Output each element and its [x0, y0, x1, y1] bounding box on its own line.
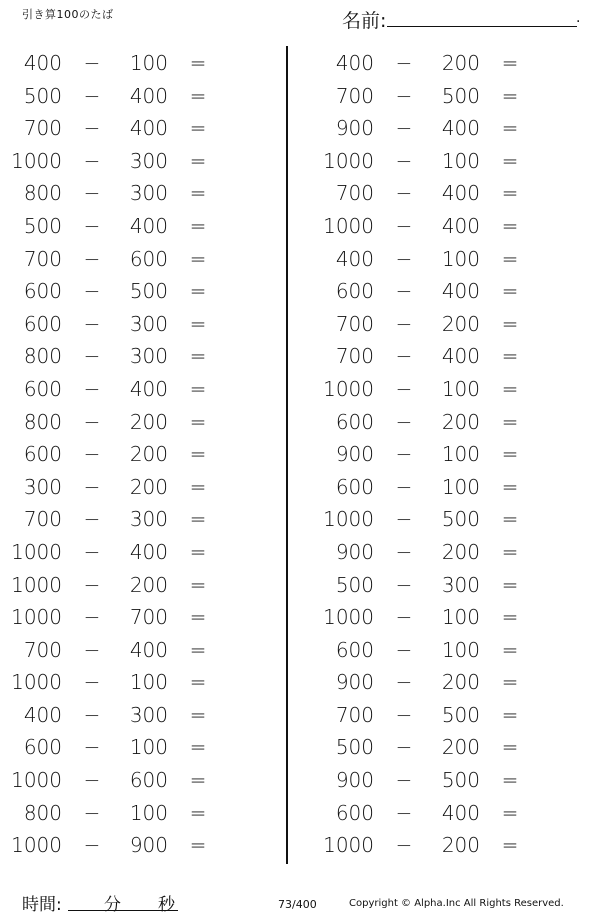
subtrahend: 500	[441, 83, 480, 108]
minus-sign: −	[395, 800, 413, 825]
equals-sign: =	[189, 213, 207, 238]
equals-sign: =	[189, 539, 207, 564]
subtrahend: 400	[441, 116, 480, 141]
minus-sign: −	[83, 51, 101, 75]
subtrahend: 900	[129, 833, 168, 858]
problem-row	[0, 731, 280, 764]
minus-sign: −	[395, 670, 413, 695]
page-number: 73/400	[278, 898, 317, 911]
minus-sign: −	[395, 246, 413, 271]
minuend: 600	[23, 279, 62, 304]
minus-sign: −	[395, 474, 413, 499]
minuend: 600	[335, 409, 374, 434]
minuend: 800	[23, 344, 62, 369]
minus-sign: −	[395, 409, 413, 434]
subtrahend: 500	[129, 279, 168, 304]
minuend: 600	[335, 279, 374, 304]
minuend: 900	[335, 768, 374, 793]
minuend: 1000	[11, 768, 62, 793]
problem-row	[0, 112, 280, 145]
subtrahend: 200	[441, 51, 480, 75]
equals-sign: =	[189, 83, 207, 108]
equals-sign: =	[501, 51, 519, 75]
problem-row	[312, 503, 592, 536]
minuend: 400	[23, 702, 62, 727]
minus-sign: −	[395, 344, 413, 369]
problem-row	[0, 80, 280, 113]
seconds-label: 秒	[158, 895, 175, 915]
minus-sign: −	[395, 833, 413, 858]
problem-row	[312, 308, 592, 341]
problem-row	[312, 275, 592, 308]
subtrahend: 200	[129, 442, 168, 467]
minus-sign: −	[83, 311, 101, 336]
subtrahend: 200	[441, 833, 480, 858]
minus-sign: −	[395, 311, 413, 336]
minus-sign: −	[395, 507, 413, 532]
minuend: 1000	[11, 670, 62, 695]
minus-sign: −	[395, 572, 413, 597]
minus-sign: −	[395, 637, 413, 662]
equals-sign: =	[501, 474, 519, 499]
equals-sign: =	[501, 539, 519, 564]
minus-sign: −	[395, 442, 413, 467]
worksheet-title: 引き算100のたば	[22, 8, 114, 21]
problem-row	[312, 536, 592, 569]
equals-sign: =	[501, 800, 519, 825]
subtrahend: 300	[129, 311, 168, 336]
minuend: 1000	[11, 572, 62, 597]
minus-sign: −	[83, 768, 101, 793]
subtrahend: 100	[441, 246, 480, 271]
minus-sign: −	[83, 702, 101, 727]
minuend: 800	[23, 409, 62, 434]
subtrahend: 400	[441, 213, 480, 238]
equals-sign: =	[189, 800, 207, 825]
equals-sign: =	[501, 637, 519, 662]
minus-sign: −	[395, 376, 413, 401]
problem-row	[312, 210, 592, 243]
problem-row	[312, 471, 592, 504]
problem-row	[312, 764, 592, 797]
subtrahend: 400	[129, 637, 168, 662]
minus-sign: −	[395, 51, 413, 75]
minus-sign: −	[395, 735, 413, 760]
equals-sign: =	[189, 116, 207, 141]
subtrahend: 200	[129, 409, 168, 434]
equals-sign: =	[189, 605, 207, 630]
minus-sign: −	[395, 213, 413, 238]
minus-sign: −	[83, 246, 101, 271]
minus-sign: −	[83, 442, 101, 467]
subtrahend: 300	[441, 572, 480, 597]
minus-sign: −	[83, 376, 101, 401]
equals-sign: =	[189, 670, 207, 695]
name-field-line	[387, 26, 577, 27]
minuend: 900	[335, 670, 374, 695]
name-label: 名前:	[342, 10, 387, 32]
subtrahend: 400	[441, 279, 480, 304]
subtrahend: 400	[441, 344, 480, 369]
minus-sign: −	[83, 735, 101, 760]
minus-sign: −	[83, 344, 101, 369]
subtrahend: 200	[441, 409, 480, 434]
minus-sign: −	[83, 670, 101, 695]
copyright-text: Copyright © Alpha.Inc All Rights Reserved.	[349, 898, 564, 909]
equals-sign: =	[501, 148, 519, 173]
minuend: 500	[23, 83, 62, 108]
equals-sign: =	[189, 311, 207, 336]
minuend: 1000	[11, 539, 62, 564]
minus-sign: −	[83, 181, 101, 206]
subtrahend: 600	[129, 768, 168, 793]
problem-row	[0, 829, 280, 862]
minus-sign: −	[83, 833, 101, 858]
minuend: 600	[23, 442, 62, 467]
equals-sign: =	[501, 442, 519, 467]
problem-row	[312, 666, 592, 699]
problem-row	[0, 601, 280, 634]
subtrahend: 500	[441, 768, 480, 793]
equals-sign: =	[189, 637, 207, 662]
problem-row	[0, 243, 280, 276]
equals-sign: =	[501, 768, 519, 793]
subtrahend: 500	[441, 507, 480, 532]
problem-row	[312, 177, 592, 210]
minus-sign: −	[83, 116, 101, 141]
problem-row	[312, 634, 592, 667]
problem-row	[0, 406, 280, 439]
equals-sign: =	[501, 670, 519, 695]
equals-sign: =	[189, 735, 207, 760]
minus-sign: −	[83, 800, 101, 825]
minutes-label: 分	[104, 895, 121, 915]
minus-sign: −	[83, 409, 101, 434]
problem-row	[0, 536, 280, 569]
minus-sign: −	[395, 181, 413, 206]
minuend: 800	[23, 181, 62, 206]
minus-sign: −	[83, 605, 101, 630]
minus-sign: −	[83, 83, 101, 108]
problem-row	[0, 699, 280, 732]
equals-sign: =	[501, 702, 519, 727]
problem-row	[312, 340, 592, 373]
equals-sign: =	[189, 507, 207, 532]
minuend: 1000	[323, 605, 374, 630]
equals-sign: =	[501, 735, 519, 760]
equals-sign: =	[501, 833, 519, 858]
problem-row	[312, 438, 592, 471]
left-problem-column	[0, 47, 280, 862]
subtrahend: 100	[129, 51, 168, 75]
minuend: 700	[23, 116, 62, 141]
equals-sign: =	[189, 246, 207, 271]
problem-row	[0, 471, 280, 504]
minuend: 700	[23, 507, 62, 532]
minus-sign: −	[395, 702, 413, 727]
equals-sign: =	[189, 51, 207, 75]
subtrahend: 100	[441, 376, 480, 401]
problem-row	[312, 731, 592, 764]
subtrahend: 200	[441, 539, 480, 564]
subtrahend: 300	[129, 181, 168, 206]
minus-sign: −	[83, 213, 101, 238]
equals-sign: =	[501, 605, 519, 630]
equals-sign: =	[189, 344, 207, 369]
problem-row	[0, 308, 280, 341]
minuend: 500	[335, 735, 374, 760]
equals-sign: =	[189, 572, 207, 597]
minus-sign: −	[83, 637, 101, 662]
subtrahend: 300	[129, 148, 168, 173]
minuend: 300	[23, 474, 62, 499]
equals-sign: =	[501, 83, 519, 108]
minuend: 400	[335, 51, 374, 75]
subtrahend: 400	[129, 213, 168, 238]
problem-row	[0, 503, 280, 536]
subtrahend: 100	[441, 637, 480, 662]
problem-row	[0, 634, 280, 667]
subtrahend: 100	[129, 670, 168, 695]
minus-sign: −	[83, 474, 101, 499]
problem-row	[0, 764, 280, 797]
problem-row	[0, 177, 280, 210]
equals-sign: =	[501, 181, 519, 206]
equals-sign: =	[501, 507, 519, 532]
right-problem-column	[312, 47, 592, 862]
problem-row	[0, 569, 280, 602]
minuend: 700	[335, 83, 374, 108]
subtrahend: 200	[129, 474, 168, 499]
problem-row	[312, 797, 592, 830]
subtrahend: 200	[441, 311, 480, 336]
minuend: 900	[335, 116, 374, 141]
minuend: 1000	[323, 376, 374, 401]
minuend: 900	[335, 442, 374, 467]
equals-sign: =	[189, 833, 207, 858]
minuend: 500	[23, 213, 62, 238]
minuend: 1000	[323, 507, 374, 532]
subtrahend: 400	[441, 800, 480, 825]
minuend: 700	[335, 181, 374, 206]
equals-sign: =	[501, 246, 519, 271]
name-field-end: .	[576, 10, 581, 26]
problem-row	[0, 373, 280, 406]
equals-sign: =	[501, 409, 519, 434]
minuend: 400	[23, 51, 62, 75]
column-divider	[286, 46, 288, 864]
problem-row	[312, 601, 592, 634]
equals-sign: =	[189, 702, 207, 727]
minuend: 700	[335, 702, 374, 727]
subtrahend: 300	[129, 507, 168, 532]
minuend: 600	[23, 311, 62, 336]
minuend: 600	[335, 474, 374, 499]
problem-row	[0, 145, 280, 178]
problem-row	[312, 145, 592, 178]
problem-row	[312, 243, 592, 276]
minus-sign: −	[395, 605, 413, 630]
minuend: 700	[23, 246, 62, 271]
minuend: 400	[335, 246, 374, 271]
minus-sign: −	[395, 116, 413, 141]
minuend: 600	[335, 637, 374, 662]
subtrahend: 100	[441, 442, 480, 467]
minus-sign: −	[83, 539, 101, 564]
minuend: 800	[23, 800, 62, 825]
problem-row	[312, 829, 592, 862]
subtrahend: 400	[129, 539, 168, 564]
equals-sign: =	[189, 279, 207, 304]
problem-row	[312, 47, 592, 80]
minuend: 1000	[11, 833, 62, 858]
minuend: 700	[335, 344, 374, 369]
equals-sign: =	[189, 376, 207, 401]
minus-sign: −	[395, 83, 413, 108]
minus-sign: −	[83, 279, 101, 304]
equals-sign: =	[501, 116, 519, 141]
minuend: 600	[23, 735, 62, 760]
minuend: 600	[335, 800, 374, 825]
subtrahend: 100	[441, 474, 480, 499]
equals-sign: =	[501, 311, 519, 336]
subtrahend: 500	[441, 702, 480, 727]
minus-sign: −	[395, 768, 413, 793]
minuend: 900	[335, 539, 374, 564]
problem-row	[0, 210, 280, 243]
subtrahend: 600	[129, 246, 168, 271]
subtrahend: 200	[441, 670, 480, 695]
subtrahend: 200	[441, 735, 480, 760]
subtrahend: 300	[129, 702, 168, 727]
problem-row	[312, 406, 592, 439]
equals-sign: =	[189, 768, 207, 793]
minuend: 1000	[323, 148, 374, 173]
equals-sign: =	[189, 474, 207, 499]
minus-sign: −	[395, 279, 413, 304]
subtrahend: 100	[441, 148, 480, 173]
subtrahend: 100	[129, 735, 168, 760]
minuend: 500	[335, 572, 374, 597]
time-label: 時間:	[22, 895, 62, 915]
subtrahend: 700	[129, 605, 168, 630]
problem-row	[0, 438, 280, 471]
equals-sign: =	[189, 148, 207, 173]
minus-sign: −	[395, 539, 413, 564]
minuend: 1000	[11, 148, 62, 173]
minus-sign: −	[83, 572, 101, 597]
problem-row	[312, 569, 592, 602]
problem-row	[0, 666, 280, 699]
equals-sign: =	[501, 376, 519, 401]
equals-sign: =	[501, 572, 519, 597]
minuend: 1000	[323, 213, 374, 238]
equals-sign: =	[189, 442, 207, 467]
subtrahend: 400	[129, 83, 168, 108]
problem-row	[312, 373, 592, 406]
problem-row	[0, 47, 280, 80]
subtrahend: 100	[441, 605, 480, 630]
equals-sign: =	[189, 181, 207, 206]
equals-sign: =	[501, 279, 519, 304]
minus-sign: −	[395, 148, 413, 173]
equals-sign: =	[189, 409, 207, 434]
minus-sign: −	[83, 507, 101, 532]
minuend: 1000	[323, 833, 374, 858]
problem-row	[312, 80, 592, 113]
subtrahend: 400	[441, 181, 480, 206]
problem-row	[0, 275, 280, 308]
problem-row	[0, 797, 280, 830]
subtrahend: 300	[129, 344, 168, 369]
minuend: 700	[335, 311, 374, 336]
minus-sign: −	[83, 148, 101, 173]
minuend: 600	[23, 376, 62, 401]
subtrahend: 100	[129, 800, 168, 825]
subtrahend: 200	[129, 572, 168, 597]
subtrahend: 400	[129, 116, 168, 141]
equals-sign: =	[501, 344, 519, 369]
problem-row	[312, 112, 592, 145]
minuend: 1000	[11, 605, 62, 630]
subtrahend: 400	[129, 376, 168, 401]
problem-row	[0, 340, 280, 373]
equals-sign: =	[501, 213, 519, 238]
problem-row	[312, 699, 592, 732]
minuend: 700	[23, 637, 62, 662]
